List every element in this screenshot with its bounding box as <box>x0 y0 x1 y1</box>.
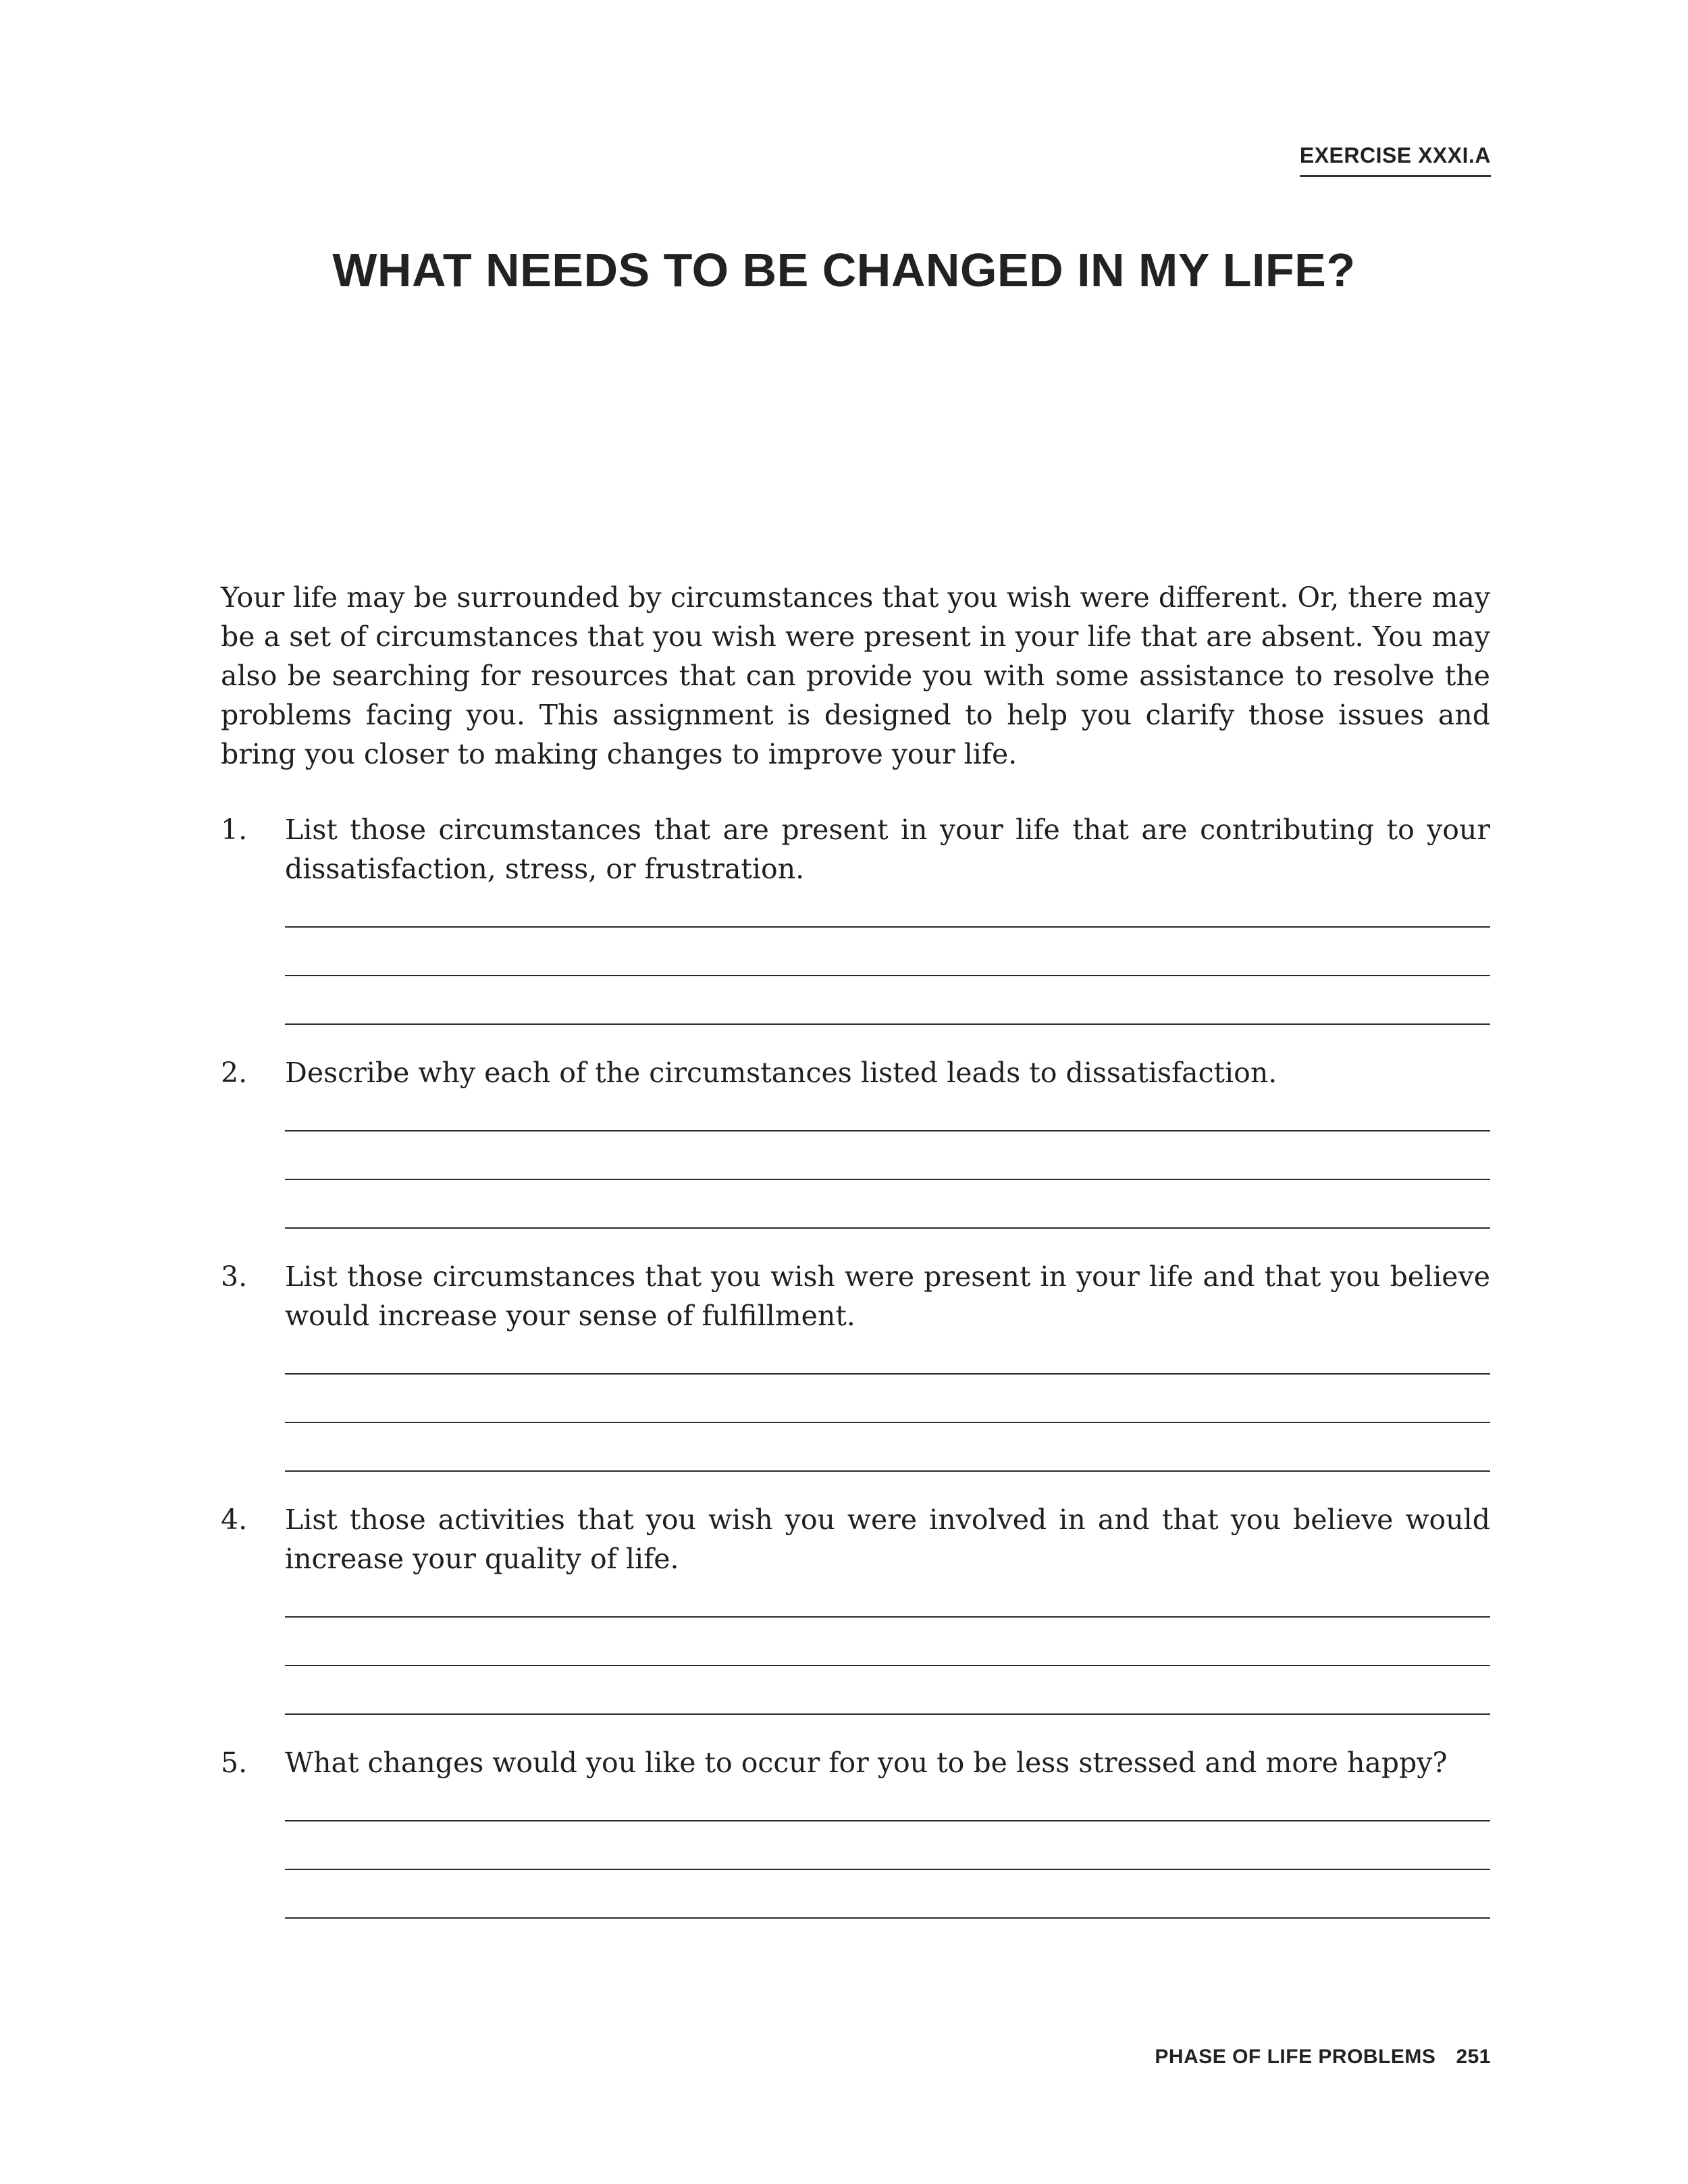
question-5 <box>221 1743 1490 1919</box>
question-text: List those circumstances that are present in your life that are contributing to your dissatisfaction, stress, or frustration. <box>285 814 1490 885</box>
page-title: WHAT NEEDS TO BE CHANGED IN MY LIFE? <box>332 244 1356 296</box>
answer-line[interactable] <box>285 1130 1490 1131</box>
answer-line[interactable] <box>285 1616 1490 1618</box>
answer-line[interactable] <box>285 1713 1490 1715</box>
question-number: 5. <box>221 1747 248 1779</box>
answer-line[interactable] <box>285 1373 1490 1375</box>
answer-line[interactable] <box>285 1820 1490 1821</box>
question-1 <box>221 810 1490 1025</box>
intro-paragraph: Your life may be surrounded by circumstances that you wish were different. Or, there may be a set of circumstances that you wish were present in your life that are absent. You may also be searching for resources that can provide you with some assistance to resolve the problems facing you. This assignment is designed to help you clarify those issues and bring you closer to making changes to improve your life. <box>221 581 1490 770</box>
answer-line[interactable] <box>285 1179 1490 1180</box>
question-number: 2. <box>221 1057 248 1089</box>
question-number: 4. <box>221 1503 248 1536</box>
answer-line[interactable] <box>285 975 1490 976</box>
exercise-label: EXERCISE XXXI.A <box>1300 143 1491 177</box>
answer-line[interactable] <box>285 1917 1490 1919</box>
question-text: Describe why each of the circumstances listed leads to dissatisfaction. <box>285 1057 1277 1089</box>
page-footer <box>1155 2046 1491 2069</box>
answer-line[interactable] <box>285 1023 1490 1025</box>
question-4 <box>221 1500 1490 1715</box>
footer-section-title: PHASE OF LIFE PROBLEMS <box>1155 2046 1436 2068</box>
answer-line[interactable] <box>285 1665 1490 1666</box>
question-number: 1. <box>221 814 248 846</box>
answer-line[interactable] <box>285 1227 1490 1229</box>
question-3 <box>221 1257 1490 1472</box>
page-number: 251 <box>1456 2046 1491 2068</box>
answer-line[interactable] <box>285 1869 1490 1870</box>
answer-line[interactable] <box>285 926 1490 928</box>
question-2 <box>221 1053 1490 1229</box>
answer-line[interactable] <box>285 1470 1490 1472</box>
question-text: List those activities that you wish you were involved in and that you believe would increase your quality of life. <box>285 1503 1490 1575</box>
question-number: 3. <box>221 1260 248 1293</box>
question-text: List those circumstances that you wish were present in your life and that you believe would increase your sense of fulfillment. <box>285 1260 1490 1332</box>
answer-line[interactable] <box>285 1422 1490 1423</box>
question-text: What changes would you like to occur for you to be less stressed and more happy? <box>285 1747 1448 1779</box>
